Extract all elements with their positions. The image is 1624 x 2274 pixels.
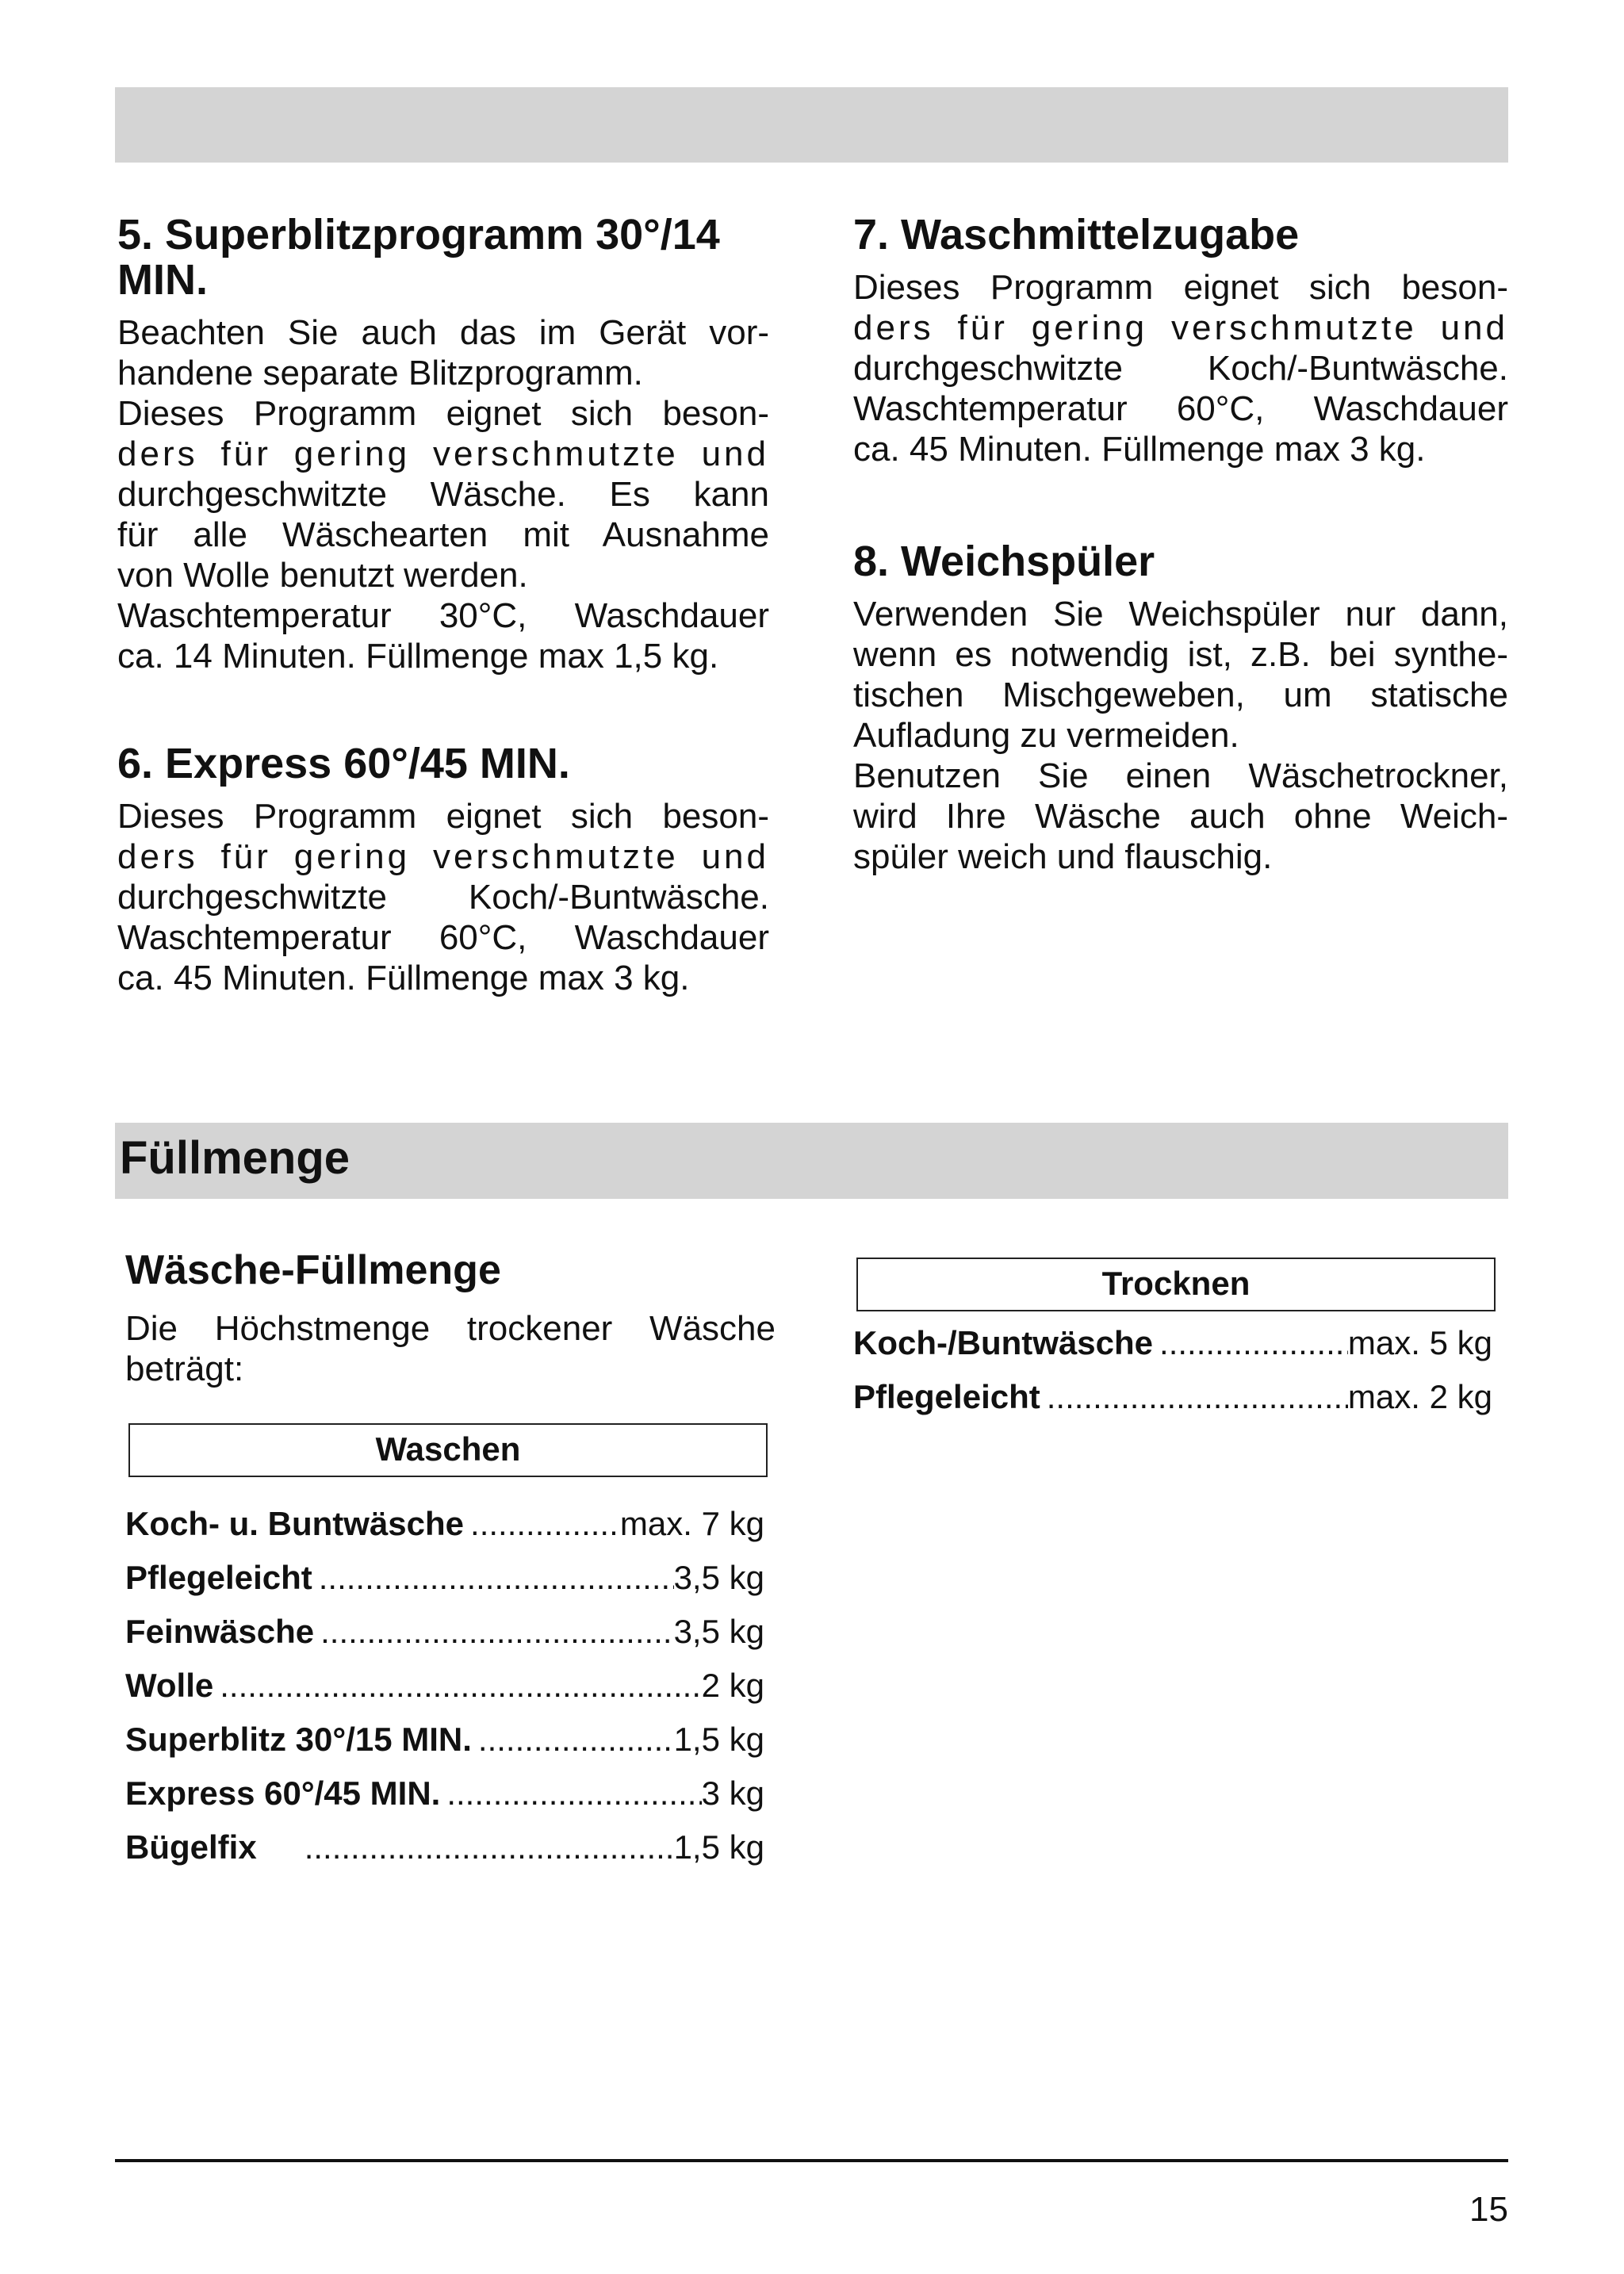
- section-weichspueler: [853, 539, 1508, 877]
- table-row: Feinwäsche ..... 3,5 kg: [125, 1613, 764, 1667]
- fuellmenge-bar: [115, 1123, 1508, 1199]
- table-row: Koch-/Buntwäsche ..... max. 5 kg: [853, 1324, 1492, 1378]
- section-body: Beachten Sie auch das im Gerät vor- handene separate Blitzprogramm. Dieses Programm eignet sich beson- ders für gering verschmutzte und durchgeschwitzte Wäsche. Es kann für alle Wäschearten mit Ausnahme von Wolle benutzt werden. Waschtemperatur 30°C, Waschdauer ca. 14 Minuten. Füllmenge max 1,5 kg.: [117, 313, 769, 676]
- table-row: Koch- u. Buntwäsche ..... max. 7 kg: [125, 1505, 764, 1559]
- fuellmenge-title: Füllmenge: [120, 1132, 350, 1184]
- section-superblitz: [117, 212, 769, 676]
- waschen-table: [125, 1505, 764, 1882]
- section-title: 6. Express 60°/45 MIN.: [117, 740, 570, 787]
- section-body: Dieses Programm eignet sich beson- ders für gering verschmutzte und durchgeschwitzte Koch/-Buntwäsche. Waschtemperatur 60°C, Waschdauer ca. 45 Minuten. Füllmenge max 3 kg.: [853, 268, 1508, 469]
- section-title: 5. Superblitzprogramm 30°/14 MIN.: [117, 211, 720, 304]
- footer-divider: [115, 2159, 1508, 2162]
- fuellmenge-intro: Die Höchstmenge trockener Wäsche beträgt:: [125, 1309, 776, 1388]
- page-number: 15: [1469, 2190, 1508, 2229]
- trocknen-header: Trocknen: [856, 1258, 1496, 1311]
- section-waschmittelzugabe: [853, 212, 1508, 469]
- table-row: Pflegeleicht ..... 3,5 kg: [125, 1559, 764, 1613]
- table-row: Express 60°/45 MIN. ..... 3 kg: [125, 1774, 764, 1828]
- waesche-fuellmenge-heading: Wäsche-Füllmenge: [125, 1247, 501, 1293]
- section-express: [117, 741, 769, 998]
- table-row: Bügelfix ..... 1,5 kg: [125, 1828, 764, 1882]
- header-bar: [115, 87, 1508, 163]
- trocknen-table: [853, 1324, 1492, 1432]
- section-body: Verwenden Sie Weichspüler nur dann, wenn es notwendig ist, z.B. bei synthe- tischen Mischgeweben, um statische Aufladung zu vermeiden. Benutzen Sie einen Wäschetrockner, wird Ihre Wäsche auch ohne Weich- spüler weich und flauschig.: [853, 595, 1508, 876]
- table-row: Pflegeleicht ..... max. 2 kg: [853, 1378, 1492, 1432]
- table-row: Wolle ..... 2 kg: [125, 1667, 764, 1721]
- section-body: Dieses Programm eignet sich beson- ders für gering verschmutzte und durchgeschwitzte Koch/-Buntwäsche. Waschtemperatur 60°C, Waschdauer ca. 45 Minuten. Füllmenge max 3 kg.: [117, 797, 769, 997]
- table-row: Superblitz 30°/15 MIN. ..... 1,5 kg: [125, 1721, 764, 1774]
- waschen-header: Waschen: [128, 1423, 768, 1477]
- section-title: 7. Waschmittelzugabe: [853, 211, 1300, 258]
- section-title: 8. Weichspüler: [853, 538, 1155, 585]
